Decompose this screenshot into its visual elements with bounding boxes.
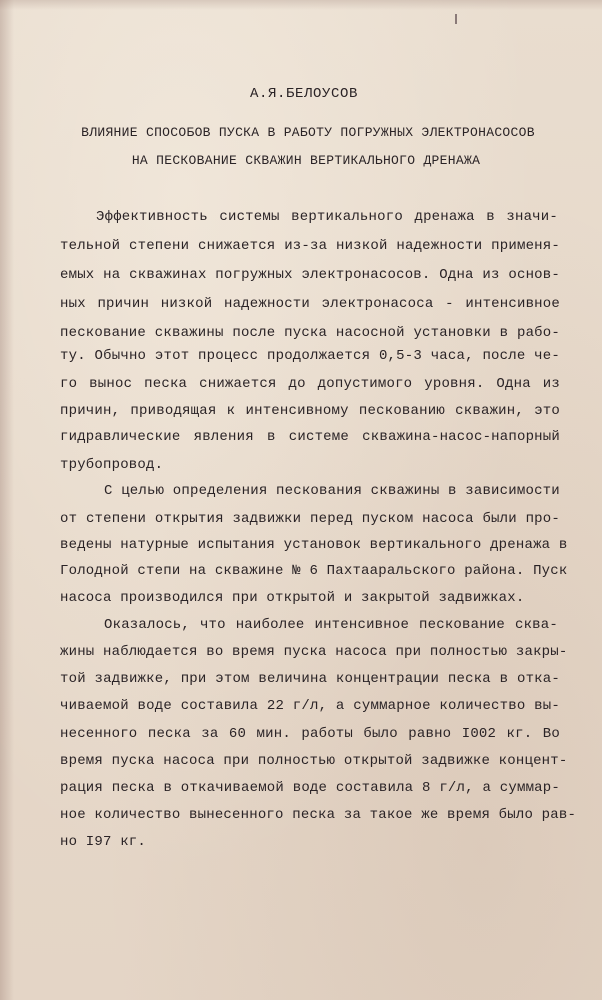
body-line: Оказалось, что наиболее интенсивное пескование сква-: [104, 617, 558, 633]
article-title-line-2: НА ПЕСКОВАНИЕ СКВАЖИН ВЕРТИКАЛЬНОГО ДРЕНАЖА: [131, 153, 481, 168]
body-line: время пуска насоса при полностью открытой задвижке концент-: [60, 753, 568, 769]
body-line: ту. Обычно этот процесс продолжается 0,5-3 часа, после че-: [60, 348, 560, 364]
body-line: ных причин низкой надежности электронасоса - интенсивное: [60, 296, 560, 312]
body-line: несенного песка за 60 мин. работы было равно I002 кг. Во: [60, 726, 560, 742]
body-line: трубопровод.: [60, 457, 164, 473]
paper-top-shadow: [0, 0, 602, 10]
body-line: емых на скважинах погружных электронасосов. Одна из основ-: [60, 267, 560, 283]
body-line: С целью определения пескования скважины в зависимости: [104, 483, 560, 499]
paper-speck-mark: [455, 14, 457, 24]
body-line: но I97 кг.: [60, 834, 147, 850]
body-line: Голодной степи на скважине № 6 Пахтааральского района. Пуск: [60, 563, 568, 579]
body-line: причин, приводящая к интенсивному пескованию скважин, это: [60, 403, 560, 419]
body-line: Эффективность системы вертикального дренажа в значи-: [96, 209, 558, 225]
body-line: рация песка в откачиваемой воде составила 8 г/л, а суммар-: [60, 780, 560, 796]
article-title-line-1: ВЛИЯНИЕ СПОСОБОВ ПУСКА В РАБОТУ ПОГРУЖНЫХ ЭЛЕКТРОНАСОСОВ: [81, 125, 535, 140]
body-line: чиваемой воде составила 22 г/л, а суммарное количество вы-: [60, 698, 560, 714]
body-line: ведены натурные испытания установок вертикального дренажа в: [60, 537, 568, 553]
body-line: той задвижке, при этом величина концентрации песка в отка-: [60, 671, 560, 687]
author-name: А.Я.БЕЛОУСОВ: [249, 86, 359, 102]
body-line: пескование скважины после пуска насосной установки в рабо-: [60, 325, 560, 341]
body-line: го вынос песка снижается до допустимого уровня. Одна из: [60, 376, 560, 392]
body-line: жины наблюдается во время пуска насоса при полностью закры-: [60, 644, 568, 660]
paper-edge-shadow: [0, 0, 14, 1000]
body-line: насоса производился при открытой и закрытой задвижках.: [60, 590, 525, 606]
body-line: от степени открытия задвижки перед пуском насоса были про-: [60, 511, 560, 527]
body-line: гидравлические явления в системе скважина-насос-напорный: [60, 429, 560, 445]
body-line: тельной степени снижается из-за низкой надежности применя-: [60, 238, 560, 254]
body-line: ное количество вынесенного песка за такое же время было рав-: [60, 807, 577, 823]
